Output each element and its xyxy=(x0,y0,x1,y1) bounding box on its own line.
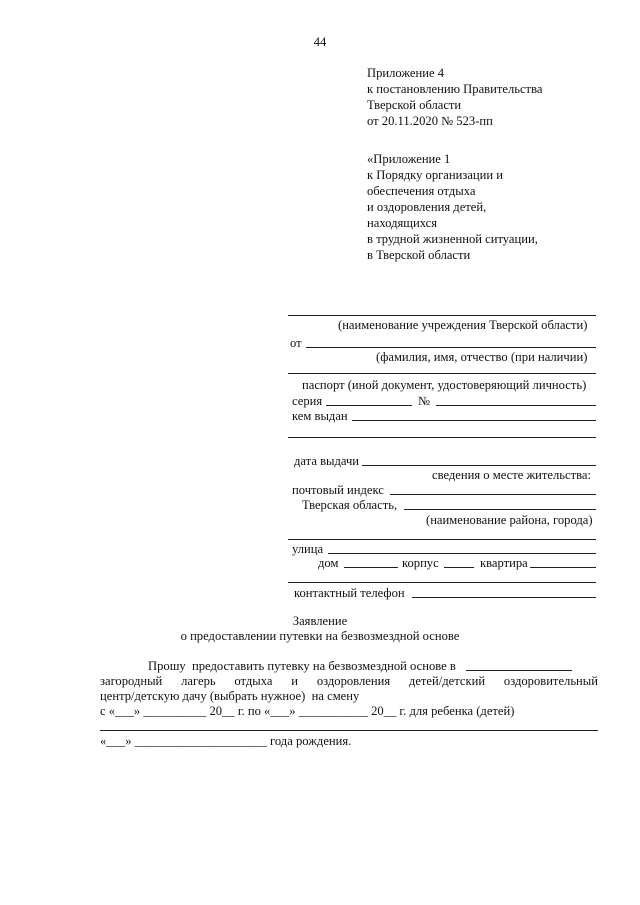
camp-name-field[interactable] xyxy=(466,670,572,671)
apartment-field[interactable] xyxy=(530,567,596,568)
fio-caption: (фамилия, имя, отчество (при наличии) xyxy=(376,350,588,364)
district-field[interactable] xyxy=(404,509,596,510)
applicant-name-field-2[interactable] xyxy=(288,373,596,374)
statement-subtitle: о предоставлении путевки на безвозмездной основе xyxy=(180,629,460,643)
appendix-inner-line: в трудной жизненной ситуации, xyxy=(367,232,538,246)
address-field[interactable] xyxy=(288,539,596,540)
phone-label: контактный телефон xyxy=(294,586,405,600)
passport-caption: паспорт (иной документ, удостоверяющий личность) xyxy=(302,378,587,392)
appendix-inner-line: и оздоровления детей, xyxy=(367,200,487,214)
applicant-name-field[interactable] xyxy=(306,347,596,348)
address-field-2[interactable] xyxy=(288,582,596,583)
statement-paragraph-line: центр/детскую дачу (выбрать нужное) на смену xyxy=(100,689,360,703)
issued-by-field[interactable] xyxy=(352,420,596,421)
apartment-label: квартира xyxy=(480,556,528,570)
postal-index-label: почтовый индекс xyxy=(292,483,384,497)
appendix-ref-line: к постановлению Правительства xyxy=(367,82,543,96)
issue-date-label: дата выдачи xyxy=(294,454,360,468)
building-field[interactable] xyxy=(444,567,474,568)
number-label: № xyxy=(418,394,431,408)
building-label: корпус xyxy=(402,556,439,570)
appendix-ref-line: Тверской области xyxy=(367,98,462,112)
postal-index-field[interactable] xyxy=(390,494,596,495)
appendix-inner-line: «Приложение 1 xyxy=(367,152,451,166)
series-label: серия xyxy=(292,394,323,408)
child-name-field[interactable] xyxy=(100,730,598,731)
institution-caption: (наименование учреждения Тверской области) xyxy=(338,318,588,332)
series-field[interactable] xyxy=(326,405,412,406)
street-label: улица xyxy=(292,542,324,556)
page-number: 44 xyxy=(313,35,327,49)
appendix-inner-line: к Порядку организации и xyxy=(367,168,504,182)
district-caption: (наименование района, города) xyxy=(426,513,593,527)
phone-field[interactable] xyxy=(412,597,596,598)
statement-paragraph-start: Прошу предоставить путевку на безвозмездной основе в xyxy=(148,659,456,673)
from-label: от xyxy=(290,336,302,350)
appendix-inner-line: обеспечения отдыха xyxy=(367,184,476,198)
issued-by-field-2[interactable] xyxy=(288,437,596,438)
birth-date-line: «___» _____________________ года рождения. xyxy=(100,734,352,748)
house-label: дом xyxy=(318,556,339,570)
passport-number-field[interactable] xyxy=(436,405,596,406)
institution-field[interactable] xyxy=(288,315,596,316)
shift-dates-line: с «___» __________ 20__ г. по «___» ___________ 20__ г. для ребенка (детей) xyxy=(100,704,515,718)
region-label: Тверская область, xyxy=(302,498,398,512)
street-field[interactable] xyxy=(328,553,596,554)
appendix-inner-line: в Тверской области xyxy=(367,248,471,262)
house-field[interactable] xyxy=(344,567,398,568)
issued-by-label: кем выдан xyxy=(292,409,348,423)
statement-paragraph-line: загородный лагерь отдыха и оздоровления детей/детский оздоровительный xyxy=(100,674,598,688)
appendix-title: Приложение 4 xyxy=(367,66,445,80)
appendix-inner-line: находящихся xyxy=(367,216,438,230)
appendix-date-number: от 20.11.2020 № 523-пп xyxy=(367,114,493,128)
statement-title: Заявление xyxy=(292,614,348,628)
residence-caption: сведения о месте жительства: xyxy=(432,468,591,482)
issue-date-field[interactable] xyxy=(362,465,596,466)
